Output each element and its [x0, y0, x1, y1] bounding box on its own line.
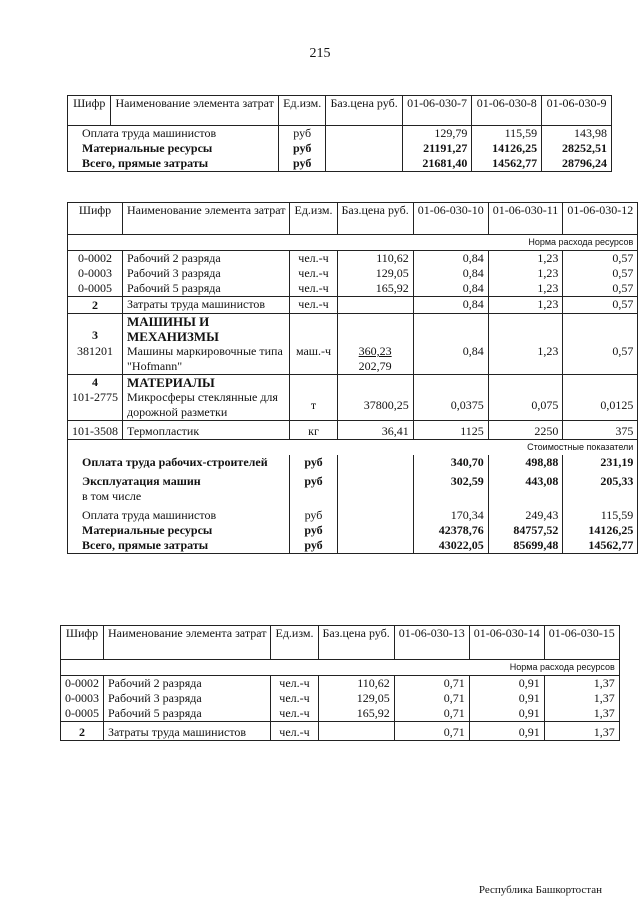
table-row	[68, 344, 638, 375]
row-unit: руб	[290, 455, 337, 470]
row-name: Термопластик	[123, 421, 290, 440]
row-unit: руб	[290, 470, 337, 489]
row-value: 42378,76	[413, 523, 488, 538]
row-value: 14562,77	[472, 156, 542, 172]
row-name: Рабочий 2 разряда	[104, 676, 271, 692]
row-value: 0,84	[413, 344, 488, 375]
row-name: Эксплуатация машин	[68, 470, 290, 489]
row-value: 498,88	[488, 455, 563, 470]
row-unit: руб	[278, 156, 326, 172]
row-value: 1,37	[544, 722, 619, 741]
row-name: Всего, прямые затраты	[68, 538, 290, 554]
row-value: 1,23	[488, 266, 563, 281]
row-price: 36,41	[337, 421, 413, 440]
row-code: 101-3508	[68, 421, 123, 440]
row-value: 115,59	[563, 504, 638, 523]
table-header-row	[68, 203, 638, 235]
row-value: 340,70	[413, 455, 488, 470]
row-price: 37800,25	[337, 390, 413, 421]
row-unit: чел.-ч	[290, 251, 337, 267]
row-value: 0,71	[394, 676, 469, 692]
row-price: 110,62	[318, 676, 394, 692]
row-value: 2250	[488, 421, 563, 440]
norma-label: Норма расхода ресурсов	[61, 660, 620, 676]
section-code: 3	[68, 314, 123, 345]
col-name-header: Наименование элемента затрат	[123, 203, 290, 235]
row-name: Рабочий 5 разряда	[104, 706, 271, 722]
row-value: 249,43	[488, 504, 563, 523]
row-code: 2	[61, 722, 104, 741]
row-price: 129,05	[337, 266, 413, 281]
row-name: Оплата труда рабочих-строителей	[68, 455, 290, 470]
col-code-header: 01-06-030-12	[563, 203, 638, 235]
row-unit: руб	[290, 523, 337, 538]
row-name: Затраты труда машинистов	[104, 722, 271, 741]
row-value: 28796,24	[542, 156, 612, 172]
col-code-header: 01-06-030-11	[488, 203, 563, 235]
col-code-header: 01-06-030-13	[394, 626, 469, 660]
row-value: 0,71	[394, 722, 469, 741]
price-top: 360,23	[358, 344, 392, 358]
row-unit: чел.-ч	[271, 722, 318, 741]
cost-table-1	[67, 95, 612, 172]
section-title: МАТЕРИАЛЫ	[123, 375, 290, 391]
row-code: 0-0002	[68, 251, 123, 267]
row-value: 0,91	[469, 691, 544, 706]
row-value: 0,57	[563, 251, 638, 267]
col-code-header: 01-06-030-7	[402, 96, 472, 126]
row-code: 381201	[68, 344, 123, 375]
row-value: 443,08	[488, 470, 563, 489]
row-value: 375	[563, 421, 638, 440]
row-value: 143,98	[542, 126, 612, 142]
table-row	[68, 297, 638, 314]
col-code-header: Шифр	[61, 626, 104, 660]
row-unit: руб	[278, 141, 326, 156]
row-name: Всего, прямые затраты	[68, 156, 279, 172]
row-value: 0,71	[394, 706, 469, 722]
row-unit: руб	[290, 538, 337, 554]
row-value: 1,37	[544, 706, 619, 722]
row-price: 165,92	[318, 706, 394, 722]
cost-table-2	[67, 202, 638, 554]
table-row	[68, 538, 638, 554]
row-unit: кг	[290, 421, 337, 440]
table-row	[68, 470, 638, 489]
row-code: 0-0003	[68, 266, 123, 281]
row-name: Микросферы стеклянные для дорожной разметки	[123, 390, 290, 421]
col-code-header: 01-06-030-9	[542, 96, 612, 126]
cost-table-3	[60, 625, 620, 741]
page-number: 215	[309, 46, 331, 61]
footer-region: Республика Башкортостан	[478, 884, 602, 896]
row-value: 0,71	[394, 691, 469, 706]
table-row	[68, 251, 638, 267]
row-code: 0-0005	[61, 706, 104, 722]
row-value: 1,37	[544, 676, 619, 692]
row-value: 0,075	[488, 390, 563, 421]
table-row	[61, 722, 620, 741]
row-value: 0,84	[413, 251, 488, 267]
row-value: 0,57	[563, 266, 638, 281]
row-value: 205,33	[563, 470, 638, 489]
col-code-header: 01-06-030-15	[544, 626, 619, 660]
row-value: 84757,52	[488, 523, 563, 538]
row-value: 43022,05	[413, 538, 488, 554]
row-value: 0,91	[469, 676, 544, 692]
col-unit-header: Ед.изм.	[290, 203, 337, 235]
table-row	[68, 504, 638, 523]
row-value: 28252,51	[542, 141, 612, 156]
row-value: 1,23	[488, 344, 563, 375]
row-value: 0,57	[563, 344, 638, 375]
col-unit-header: Ед.изм.	[278, 96, 326, 126]
norma-label: Норма расхода ресурсов	[68, 235, 638, 251]
table-row	[68, 489, 638, 504]
col-code-header: 01-06-030-10	[413, 203, 488, 235]
row-price: 129,05	[318, 691, 394, 706]
row-code: 0-0002	[61, 676, 104, 692]
row-unit: чел.-ч	[290, 266, 337, 281]
row-unit: чел.-ч	[271, 676, 318, 692]
col-price-header: Баз.цена руб.	[326, 96, 402, 126]
section-row	[68, 314, 638, 345]
row-name: Машины маркировочные типа "Hofmann"	[123, 344, 290, 375]
table-row	[68, 390, 638, 421]
row-value: 1,23	[488, 297, 563, 314]
table-row	[61, 706, 620, 722]
row-name: Оплата труда машинистов	[68, 504, 290, 523]
col-price-header: Баз.цена руб.	[318, 626, 394, 660]
section-row	[68, 375, 638, 391]
table-row	[68, 126, 612, 142]
incl-label: в том числе	[68, 489, 290, 504]
table-row	[68, 421, 638, 440]
row-unit: маш.-ч	[290, 344, 337, 375]
row-name: Затраты труда машинистов	[123, 297, 290, 314]
table-row	[68, 281, 638, 297]
row-price: 110,62	[337, 251, 413, 267]
row-name: Рабочий 2 разряда	[123, 251, 290, 267]
row-unit: чел.-ч	[290, 297, 337, 314]
section-code: 4	[68, 375, 123, 391]
col-price-header: Баз.цена руб.	[337, 203, 413, 235]
row-unit: руб	[290, 504, 337, 523]
row-value: 302,59	[413, 470, 488, 489]
col-name-header: Наименование элемента затрат	[104, 626, 271, 660]
row-name: Рабочий 3 разряда	[104, 691, 271, 706]
row-value: 0,84	[413, 297, 488, 314]
row-code: 101-2775	[68, 390, 123, 421]
table-row	[61, 676, 620, 692]
row-name: Рабочий 5 разряда	[123, 281, 290, 297]
row-name: Оплата труда машинистов	[68, 126, 279, 142]
row-code: 0-0005	[68, 281, 123, 297]
row-value: 14562,77	[563, 538, 638, 554]
row-value: 0,91	[469, 706, 544, 722]
table-row	[68, 266, 638, 281]
row-unit: руб	[278, 126, 326, 142]
table-header-row	[61, 626, 620, 660]
row-value: 170,34	[413, 504, 488, 523]
table-row	[61, 691, 620, 706]
row-value: 85699,48	[488, 538, 563, 554]
col-name-header: Наименование элемента затрат	[111, 96, 278, 126]
price-bottom: 202,79	[358, 359, 392, 373]
row-price: 165,92	[337, 281, 413, 297]
row-unit: чел.-ч	[271, 706, 318, 722]
section-title: МАШИНЫ И МЕХАНИЗМЫ	[123, 314, 290, 345]
col-unit-header: Ед.изм.	[271, 626, 318, 660]
row-value: 14126,25	[472, 141, 542, 156]
row-price	[337, 344, 413, 375]
row-value: 1,37	[544, 691, 619, 706]
row-unit: т	[290, 390, 337, 421]
row-value: 1,23	[488, 281, 563, 297]
stoim-label: Стоимостные показатели	[68, 440, 638, 456]
row-value: 115,59	[472, 126, 542, 142]
row-value: 0,57	[563, 281, 638, 297]
table-row	[68, 141, 612, 156]
row-value: 0,91	[469, 722, 544, 741]
row-name: Рабочий 3 разряда	[123, 266, 290, 281]
row-name: Материальные ресурсы	[68, 141, 279, 156]
table-row	[68, 156, 612, 172]
row-name: Материальные ресурсы	[68, 523, 290, 538]
col-code-header: Шифр	[68, 203, 123, 235]
row-value: 231,19	[563, 455, 638, 470]
row-value: 0,57	[563, 297, 638, 314]
row-code: 0-0003	[61, 691, 104, 706]
row-value: 1125	[413, 421, 488, 440]
table-header-row	[68, 96, 612, 126]
row-value: 21681,40	[402, 156, 472, 172]
row-value: 0,0125	[563, 390, 638, 421]
row-code: 2	[68, 297, 123, 314]
row-value: 21191,27	[402, 141, 472, 156]
row-value: 14126,25	[563, 523, 638, 538]
row-value: 0,84	[413, 281, 488, 297]
col-code-header: Шифр	[68, 96, 111, 126]
row-value: 1,23	[488, 251, 563, 267]
col-code-header: 01-06-030-14	[469, 626, 544, 660]
table-row	[68, 523, 638, 538]
col-code-header: 01-06-030-8	[472, 96, 542, 126]
row-unit: чел.-ч	[271, 691, 318, 706]
table-row	[68, 455, 638, 470]
row-value: 0,0375	[413, 390, 488, 421]
row-value: 0,84	[413, 266, 488, 281]
row-unit: чел.-ч	[290, 281, 337, 297]
row-value: 129,79	[402, 126, 472, 142]
